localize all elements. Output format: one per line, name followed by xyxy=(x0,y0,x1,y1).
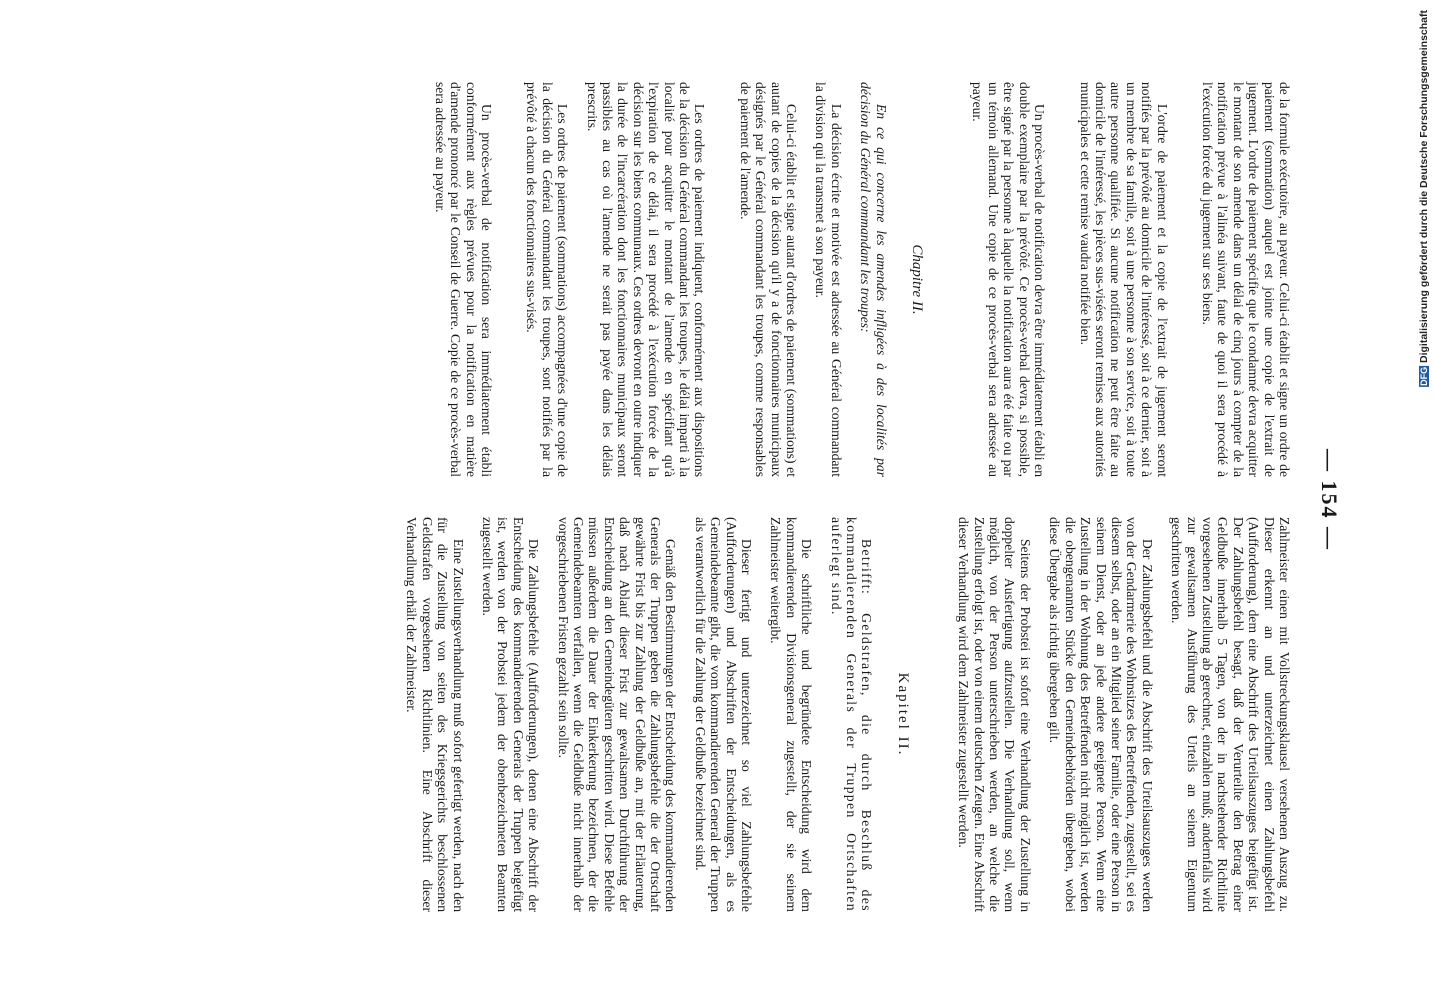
fr-paragraph-4: La décision écrite et motivée est adressée au Général commandant la division qui la transmet à son payeur. xyxy=(813,82,844,477)
fr-subject: En ce qui concerne les amendes infligées à des localités par décision du Général commandant les troupes: xyxy=(858,82,889,477)
fr-chapter-heading: Chapitre II. xyxy=(909,244,926,315)
german-column xyxy=(390,517,1292,912)
de-paragraph-1: Zahlmeister einen mit Vollstreckungsklausel versehenen Auszug zu. Dieser erkennt an und unterzeichnet einen Zahlungsbefehl (Aufforderung), dem eine Abschrift des Urteilsauszuges beigefügt ist. Der Zahlungsbefehl besagt, daß der Verurteilte den Betrag einer Geldbuße innerhalb 5 Tagen, von der in nachstehender Richtlinie vorgesehenen Zustellung ab gerechnet, einzahlen muß; andernfalls wird zur gewaltsamen Ausführung des Urteils an seinem Eigentum geschritten werden. xyxy=(1169,517,1292,912)
fr-paragraph-7: Les ordres de paiement (sommations) accompagnées d'une copie de la décision du Général commandant les troupes, sont notifiés par la prévôté à chacun des fonctionnaires sus-visés. xyxy=(524,82,571,477)
fr-paragraph-3: Un procès-verbal de notification devra être immédiatement établi en double exemplaire par la prévôté. Ce procès-verbal devra, si possible, être signé par la personne à laquelle la notification aura été faite ou par un témoin allemand. Une copie de ce procès-verbal sera adressée au payeur. xyxy=(970,82,1048,477)
fr-paragraph-6: Les ordres de paiement indiquent, conformément aux dispositions de la décision du Général commandant les troupes, le délai imparti à la localité pour acquitter le montant de l'amende en spécifiant qu'à l'expiration de ce délai, il sera procédé à l'exécution forcée de la décision sur les biens communaux. Ces ordres devront en outre indiquer la durée de l'incarcération dont les fonctionnaires municipaux seront passibles au cas où l'amende ne serait pas payée dans les délais prescrits. xyxy=(584,82,708,477)
fr-paragraph-5: Celui-ci établit et signe autant d'ordres de paiement (sommations) et autant de copies de la décision qu'il y a de fonctionnaires municipaux désignés par le Général commandant les troupes, comme responsables de paiement de l'amende. xyxy=(737,82,800,477)
page-number: — 154 — xyxy=(1317,449,1342,551)
de-paragraph-6: Gemäß den Bestimmungen der Entscheidung des kommandierenden Generals der Truppen geben die Zahlungsbefehle die der Ortschaft gewährte Frist bis zur Zahlung der Geldbuße an, mit der Erläuterung, daß nach Ablauf dieser Frist zur gewaltsamen Durchführung der Entscheidung an den Gemeindegütern geschritten wird. Diese Befehle müssen außerdem die Dauer der Einkerkerung bezeichnen, der die Gemeindebeamten verfallen, wenn die Geldbuße nicht innerhalb der vorgeschriebenen Fristen gezahlt sein sollte. xyxy=(555,517,679,912)
de-subject: Betrifft: Geldstrafen, die durch Beschluß des kommandierenden Generals der Truppen Ortschaften auferlegt sind. xyxy=(828,517,875,912)
de-paragraph-2: Der Zahlungsbefehl und die Abschrift des Urteilsauszuges werden von der Gendarmerie des Wohnsitzes des Betreffenden, zugestellt, sei es diesem selbst, oder an ein Mitglied seiner Familie, oder eine Person in seinem Dienst, oder an jede andere geeignete Person. Wenn eine Zustellung in der Wohnung des Betreffenden nicht möglich ist, werden die obengenannten Stücke den Gemeindebehörden übergeben, wobei diese Übergabe als richtig übergeben gilt. xyxy=(1047,517,1155,912)
digitization-credit xyxy=(1416,10,1430,990)
french-column xyxy=(418,82,1292,477)
de-paragraph-8: Eine Zustellungsverhandlung muß sofort gefertigt werden, nach den für die Zustellung von seiten des Kriegsgerichts beschlossenen Geldstrafen vorgesehenen Richtlinien. Eine Abschrift dieser Verhandlung erhält der Zahlmeister. xyxy=(404,517,466,912)
fr-paragraph-2: L'ordre de paiement et la copie de l'extrait de jugement seront notifiés par la prévôté au domicile de l'intéressé, soit à ce dernier, soit à un membre de sa famille, soit à une personne à son service, soit à toute autre personne qualifiée. Si aucune notification ne peut être faite au domicile de l'intéressé, les pièces sus-visées seront remises aux autorités municipales et cette remise vaudra notifiée bien. xyxy=(1077,82,1170,477)
fr-paragraph-8: Un procès-verbal de notification sera immédiatement établi conformément aux règles prévues pour la notification en matière d'amende prononcé par le Conseil de Guerre. Copie de ce procès-verbal sera adressée au payeur. xyxy=(432,82,494,477)
credit-line: Digitalisierung gefördert durch die Deutsche Forschungsgemeinschaft xyxy=(1418,10,1430,363)
de-chapter-heading: Kapitel II. xyxy=(894,672,911,757)
de-paragraph-3: Seitens der Probstei ist sofort eine Verhandlung der Zustellung in doppelter Ausfertigung aufzustellen. Die Verhandlung soll, wenn möglich, von der Person unterschrieben werden, an welche die Zustellung erfolgt ist, oder von einem deutschen Zeugen. Eine Abschrift dieser Verhandlung wird dem Zahlmeister zugestellt werden. xyxy=(956,517,1033,912)
rotated-page xyxy=(72,70,1362,930)
digitization-credit-text xyxy=(1418,10,1430,391)
fr-paragraph-1: de la formule exécutoire, au payeur. Celui-ci établit et signe un ordre de paiement (sommation) auquel est jointe une copie de l'extrait de jugement. L'ordre de paiement spécifie que le condamné devra acquitter le montant de son amende dans un délai de cinq jours à compter de la notification prévue à l'alinéa suivant, faute de quoi il sera procédé à l'exécution forcée du jugement sur ses biens. xyxy=(1199,82,1292,477)
de-paragraph-7: Die Zahlungsbefehle (Aufforderungen), denen eine Abschrift der Entscheidung des kommandierenden Generals der Truppen beigefügt ist, werden von der Probstei jedem der obenbezeichneten Beamten zugestellt werden. xyxy=(479,517,542,912)
de-paragraph-4: Die schriftliche und begründete Entscheidung wird dem kommandierenden Divisionsgeneral zugestellt, der sie seinem Zahlmeister weitergibt. xyxy=(768,517,815,912)
de-paragraph-5: Dieser fertigt und unterzeichnet so viel Zahlungsbefehle (Aufforderungen) und Abschriften der Entscheidungen, als es Gemeindebeamte gibt, die vom kommandierenden General der Truppen als verantwortlich für die Zahlung der Geldbuße bezeichnet sind. xyxy=(692,517,755,912)
dfg-badge: DFG xyxy=(1419,366,1429,386)
